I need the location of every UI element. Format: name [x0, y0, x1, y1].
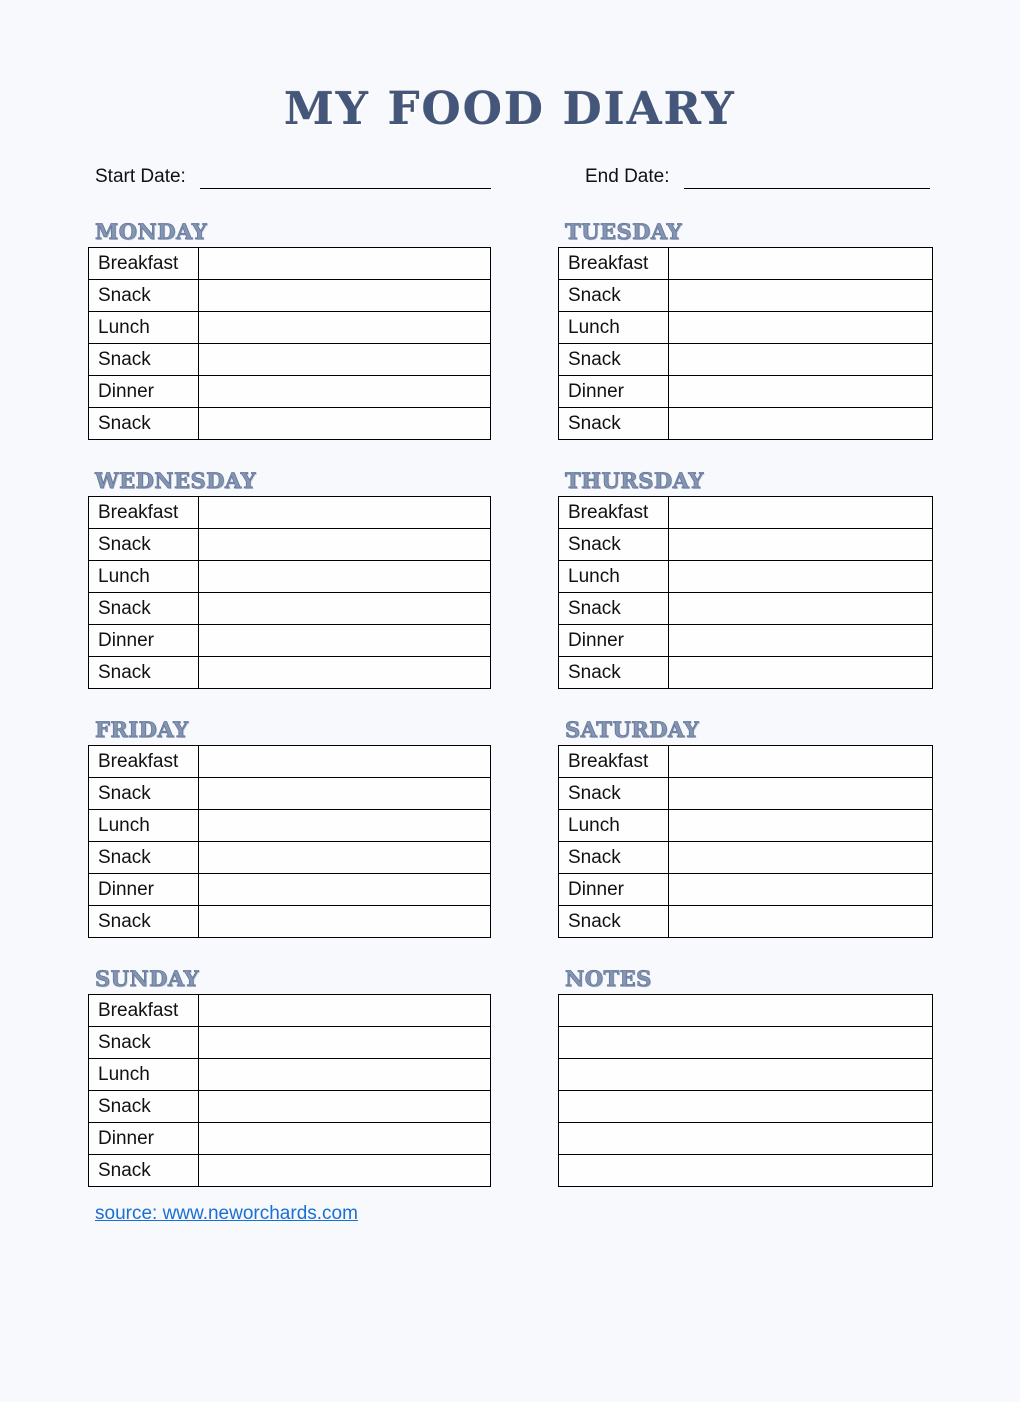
day-section-thursday [558, 470, 933, 689]
meal-entry-cell[interactable] [669, 593, 933, 625]
meal-row [89, 248, 491, 280]
day-section-sunday [88, 968, 491, 1187]
meal-entry-cell[interactable] [199, 280, 491, 312]
meal-entry-cell[interactable] [199, 248, 491, 280]
meal-label: Snack [89, 842, 199, 874]
meal-label: Snack [89, 280, 199, 312]
meal-label: Lunch [89, 1059, 199, 1091]
meal-row [89, 995, 491, 1027]
meal-row [559, 344, 933, 376]
meal-row [559, 810, 933, 842]
meal-entry-cell[interactable] [669, 746, 933, 778]
meal-label: Breakfast [89, 248, 199, 280]
start-date-input[interactable] [200, 165, 491, 189]
meal-row [559, 874, 933, 906]
meal-table [88, 745, 491, 938]
meal-row [89, 842, 491, 874]
notes-entry-cell[interactable] [559, 1091, 933, 1123]
meal-label: Snack [89, 344, 199, 376]
day-heading: MONDAY [95, 219, 208, 244]
meal-entry-cell[interactable] [669, 906, 933, 938]
meal-row [559, 248, 933, 280]
start-date-label: Start Date: [95, 166, 186, 187]
meal-entry-cell[interactable] [199, 842, 491, 874]
meal-entry-cell[interactable] [199, 1027, 491, 1059]
meal-entry-cell[interactable] [669, 312, 933, 344]
notes-section [558, 968, 933, 1187]
meal-row [89, 561, 491, 593]
meal-entry-cell[interactable] [669, 810, 933, 842]
meal-label: Snack [559, 657, 669, 689]
meal-row [89, 1091, 491, 1123]
meal-row [89, 778, 491, 810]
meal-entry-cell[interactable] [199, 408, 491, 440]
week-grid [0, 221, 1020, 1187]
meal-row [559, 497, 933, 529]
meal-label: Lunch [89, 312, 199, 344]
meal-label: Snack [559, 280, 669, 312]
meal-table [88, 496, 491, 689]
meal-label: Snack [559, 344, 669, 376]
notes-entry-cell[interactable] [559, 1155, 933, 1187]
meal-row [89, 593, 491, 625]
meal-table [558, 745, 933, 938]
meal-entry-cell[interactable] [199, 561, 491, 593]
meal-table [88, 247, 491, 440]
meal-label: Snack [559, 408, 669, 440]
meal-entry-cell[interactable] [199, 906, 491, 938]
meal-row [89, 376, 491, 408]
end-date-label: End Date: [585, 166, 670, 187]
meal-row [89, 1059, 491, 1091]
day-heading: WEDNESDAY [95, 468, 257, 493]
notes-row [559, 1091, 933, 1123]
meal-entry-cell[interactable] [199, 593, 491, 625]
end-date-field [585, 165, 930, 189]
notes-row [559, 1027, 933, 1059]
meal-label: Dinner [559, 376, 669, 408]
day-heading: SATURDAY [565, 717, 700, 742]
meal-row [89, 810, 491, 842]
meal-label: Lunch [89, 810, 199, 842]
end-date-input[interactable] [684, 165, 931, 189]
notes-entry-cell[interactable] [559, 1027, 933, 1059]
meal-table [558, 247, 933, 440]
meal-label: Breakfast [89, 995, 199, 1027]
date-row [0, 165, 1020, 189]
meal-label: Snack [89, 408, 199, 440]
meal-row [559, 376, 933, 408]
meal-label: Breakfast [559, 497, 669, 529]
meal-label: Snack [89, 1027, 199, 1059]
meal-entry-cell[interactable] [669, 280, 933, 312]
meal-label: Dinner [559, 625, 669, 657]
meal-entry-cell[interactable] [199, 874, 491, 906]
meal-label: Dinner [89, 625, 199, 657]
meal-entry-cell[interactable] [669, 248, 933, 280]
meal-label: Snack [89, 906, 199, 938]
notes-heading: NOTES [565, 966, 652, 991]
meal-row [559, 778, 933, 810]
meal-entry-cell[interactable] [669, 344, 933, 376]
meal-row [89, 408, 491, 440]
meal-entry-cell[interactable] [199, 995, 491, 1027]
meal-entry-cell[interactable] [199, 344, 491, 376]
meal-row [89, 1123, 491, 1155]
meal-row [89, 625, 491, 657]
page-title: MY FOOD DIARY [284, 82, 736, 135]
meal-table [558, 496, 933, 689]
meal-row [89, 497, 491, 529]
meal-row [559, 529, 933, 561]
meal-row [559, 842, 933, 874]
food-diary-page [0, 82, 1020, 1402]
meal-entry-cell[interactable] [669, 778, 933, 810]
meal-entry-cell[interactable] [199, 625, 491, 657]
meal-label: Dinner [559, 874, 669, 906]
day-heading: THURSDAY [565, 468, 704, 493]
day-section-friday [88, 719, 491, 938]
meal-row [89, 906, 491, 938]
meal-label: Breakfast [89, 746, 199, 778]
meal-row [89, 280, 491, 312]
notes-entry-cell[interactable] [559, 1123, 933, 1155]
notes-row [559, 995, 933, 1027]
meal-row [559, 625, 933, 657]
meal-label: Lunch [559, 810, 669, 842]
meal-entry-cell[interactable] [199, 497, 491, 529]
notes-table [558, 994, 933, 1187]
day-section-tuesday [558, 221, 933, 440]
notes-row [559, 1123, 933, 1155]
meal-entry-cell[interactable] [199, 657, 491, 689]
meal-entry-cell[interactable] [669, 842, 933, 874]
day-heading: TUESDAY [565, 219, 683, 244]
meal-label: Lunch [89, 561, 199, 593]
day-section-saturday [558, 719, 933, 938]
meal-label: Snack [559, 529, 669, 561]
meal-entry-cell[interactable] [199, 1059, 491, 1091]
day-section-wednesday [88, 470, 491, 689]
meal-entry-cell[interactable] [669, 874, 933, 906]
meal-label: Snack [89, 778, 199, 810]
meal-entry-cell[interactable] [199, 376, 491, 408]
meal-row [559, 312, 933, 344]
meal-row [559, 408, 933, 440]
meal-entry-cell[interactable] [669, 529, 933, 561]
meal-entry-cell[interactable] [669, 657, 933, 689]
meal-label: Lunch [559, 312, 669, 344]
meal-row [559, 746, 933, 778]
meal-entry-cell[interactable] [199, 529, 491, 561]
meal-label: Snack [559, 842, 669, 874]
meal-entry-cell[interactable] [199, 1091, 491, 1123]
source-link[interactable]: source: www.neworchards.com [95, 1203, 358, 1224]
meal-label: Breakfast [559, 746, 669, 778]
meal-label: Snack [89, 657, 199, 689]
meal-entry-cell[interactable] [199, 312, 491, 344]
meal-label: Breakfast [89, 497, 199, 529]
meal-entry-cell[interactable] [199, 1155, 491, 1187]
meal-row [89, 657, 491, 689]
meal-label: Dinner [89, 1123, 199, 1155]
meal-entry-cell[interactable] [669, 376, 933, 408]
meal-label: Snack [89, 1155, 199, 1187]
meal-entry-cell[interactable] [669, 625, 933, 657]
meal-row [559, 593, 933, 625]
day-section-monday [88, 221, 491, 440]
meal-label: Snack [559, 778, 669, 810]
meal-label: Snack [89, 593, 199, 625]
meal-entry-cell[interactable] [669, 497, 933, 529]
meal-label: Snack [89, 1091, 199, 1123]
meal-entry-cell[interactable] [669, 561, 933, 593]
meal-label: Snack [559, 906, 669, 938]
notes-row [559, 1059, 933, 1091]
meal-entry-cell[interactable] [199, 1123, 491, 1155]
meal-label: Dinner [89, 376, 199, 408]
day-heading: SUNDAY [95, 966, 200, 991]
notes-row [559, 1155, 933, 1187]
meal-entry-cell[interactable] [199, 746, 491, 778]
meal-label: Snack [559, 593, 669, 625]
day-heading: FRIDAY [95, 717, 189, 742]
meal-row [89, 746, 491, 778]
meal-row [559, 280, 933, 312]
meal-row [89, 529, 491, 561]
meal-entry-cell[interactable] [669, 408, 933, 440]
meal-row [89, 344, 491, 376]
meal-label: Snack [89, 529, 199, 561]
meal-table [88, 994, 491, 1187]
meal-row [559, 657, 933, 689]
meal-row [559, 906, 933, 938]
meal-label: Breakfast [559, 248, 669, 280]
meal-row [89, 312, 491, 344]
meal-entry-cell[interactable] [199, 778, 491, 810]
meal-entry-cell[interactable] [199, 810, 491, 842]
start-date-field [95, 165, 491, 189]
meal-row [89, 1155, 491, 1187]
notes-entry-cell[interactable] [559, 1059, 933, 1091]
notes-entry-cell[interactable] [559, 995, 933, 1027]
meal-label: Dinner [89, 874, 199, 906]
meal-row [89, 1027, 491, 1059]
meal-label: Lunch [559, 561, 669, 593]
meal-row [89, 874, 491, 906]
meal-row [559, 561, 933, 593]
